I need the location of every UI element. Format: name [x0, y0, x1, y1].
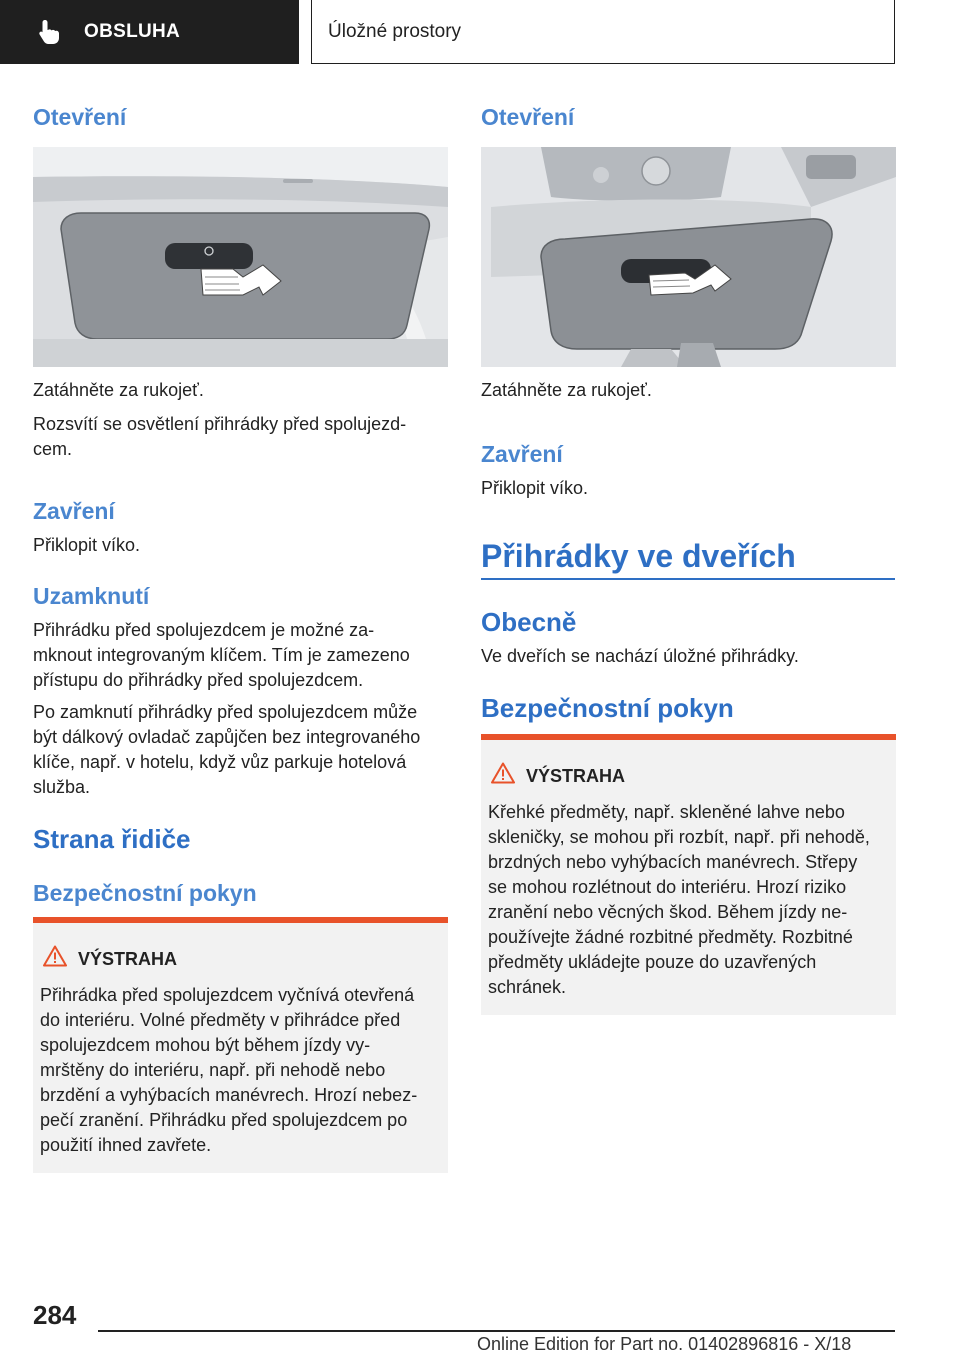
warning-text — [40, 983, 440, 1158]
warning-line: spolujezdcem mohou být během jízdy vy- — [40, 1035, 371, 1055]
header-title: Úložné prostory — [328, 20, 462, 42]
warning-line: se mohou rozlétnout do interiéru. Hrozí riziko — [488, 877, 847, 897]
warning-line: brzdění a vyhýbacích manévrech. Hrozí nebez- — [40, 1085, 418, 1105]
warning-triangle-icon — [43, 945, 67, 967]
close-instruction: Přiklopit víko. — [33, 535, 141, 555]
warning-line: používejte žádné rozbitné předměty. Rozbitné — [488, 927, 853, 947]
lock-text-line: přístupu do přihrádky před spolujezdcem. — [33, 670, 364, 690]
warning-box — [481, 734, 896, 1015]
open-instruction: Zatáhněte za rukojeť. — [481, 380, 652, 400]
warning-line: předměty ukládejte pouze do uzavřených — [488, 952, 817, 972]
glovebox-locked-photo — [481, 147, 896, 367]
chapter-rule — [481, 578, 895, 580]
header-section-tab — [0, 0, 299, 64]
close-instruction: Přiklopit víko. — [481, 478, 589, 498]
warning-line: Přihrádka před spolujezdcem vyčnívá otevřená — [40, 985, 415, 1005]
heading-close: Zavření — [33, 498, 115, 524]
heading-open: Otevření — [481, 104, 575, 130]
warning-title: VÝSTRAHA — [78, 949, 178, 969]
warning-triangle-icon — [491, 762, 515, 784]
warning-line: použití ihned zavřete. — [40, 1135, 212, 1155]
page-number: 284 — [33, 1300, 77, 1330]
heading-general: Obecně — [481, 607, 577, 637]
lock-text-line: Přihrádku před spolujezdcem je možné za- — [33, 620, 375, 640]
heading-lock: Uzamknutí — [33, 583, 150, 609]
heading-driver-side: Strana řidiče — [33, 824, 191, 854]
warning-line: zranění nebo věcných škod. Během jízdy ne- — [488, 902, 848, 922]
warning-line: do interiéru. Volné předměty v přihrádce před — [40, 1010, 401, 1030]
glovebox-photo — [33, 147, 448, 367]
open-light-line-2: cem. — [33, 439, 73, 459]
warning-text — [488, 800, 888, 1000]
header-title-box — [311, 0, 895, 64]
footer-rule — [98, 1330, 895, 1332]
glovebox-illustration — [33, 147, 448, 367]
lock-text-line: Po zamknutí přihrádky před spolujezdcem může — [33, 702, 418, 722]
lock-text-line: být dálkový ovladač zapůjčen bez integrovaného — [33, 727, 421, 747]
warning-line: schránek. — [488, 977, 567, 997]
heading-safety: Bezpečnostní pokyn — [481, 693, 734, 723]
heading-open: Otevření — [33, 104, 127, 130]
lock-text-line: služba. — [33, 777, 91, 797]
pointing-hand-icon — [38, 19, 60, 45]
warning-line: pečí zranění. Přihrádku před spolujezdcem po — [40, 1110, 408, 1130]
header-section-label: OBSLUHA — [84, 21, 181, 42]
chapter-heading: Přihrádky ve dveřích — [481, 538, 796, 574]
general-text: Ve dveřích se nachází úložné přihrádky. — [481, 646, 799, 666]
warning-line: Křehké předměty, např. skleněné lahve nebo — [488, 802, 845, 822]
open-light-line-1: Rozsvítí se osvětlení přihrádky před spolujezd- — [33, 414, 407, 434]
heading-close: Zavření — [481, 441, 563, 467]
footer-edition: Online Edition for Part no. 01402896816 - X/18 — [477, 1334, 852, 1354]
warning-line: mrštěny do interiéru, např. při nehodě nebo — [40, 1060, 386, 1080]
lock-text-line: mknout integrovaným klíčem. Tím je zamezeno — [33, 645, 410, 665]
warning-line: brzdných nebo vyhýbacích manévrech. Střepy — [488, 852, 858, 872]
open-instruction: Zatáhněte za rukojeť. — [33, 380, 204, 400]
lock-text-line: klíče, např. v hotelu, když vůz parkuje hotelová — [33, 752, 407, 772]
glovebox-locked-illustration — [481, 147, 896, 367]
heading-safety: Bezpečnostní pokyn — [33, 880, 257, 906]
warning-line: skleničky, se mohou při rozbít, např. při nehodě, — [488, 827, 870, 847]
warning-title: VÝSTRAHA — [526, 766, 626, 786]
warning-box — [33, 917, 448, 1173]
